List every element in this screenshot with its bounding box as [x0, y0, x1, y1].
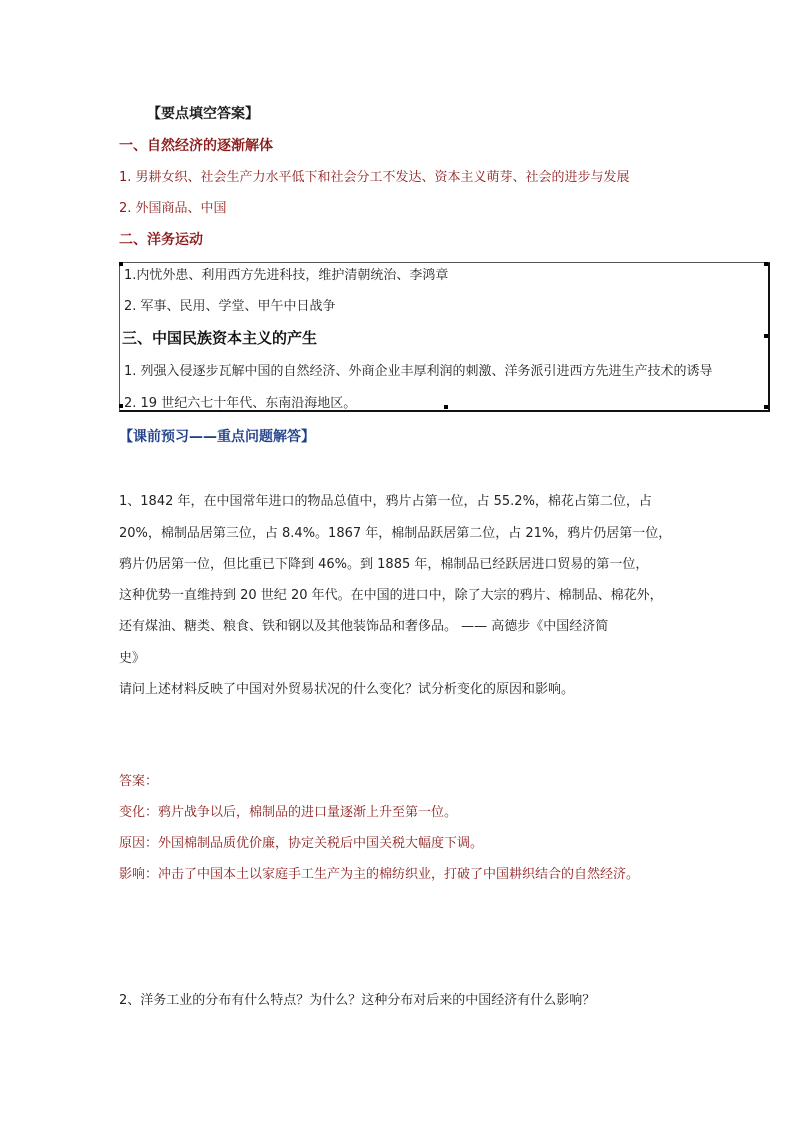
q1-line-1: 1、1842 年，在中国常年进口的物品总值中，鸦片占第一位，占 55.2%，棉花占第二位，占	[119, 494, 652, 509]
part1-item1: 1. 男耕女织、社会生产力水平低下和社会分工不发达、资本主义萌芽、社会的进步与发展	[119, 170, 630, 185]
q1-line-2: 20%，棉制品居第三位，占 8.4%。1867 年，棉制品跃居第二位，占 21%，鸦片仍居第一位，	[119, 526, 672, 541]
resize-handle-bl[interactable]	[119, 404, 123, 408]
part3-item2: 2. 19 世纪六七十年代、东南沿海地区。	[124, 396, 357, 411]
part2-item1: 1.内忧外患、利用西方先进科技，维护清朝统治、李鸿章	[124, 268, 449, 283]
resize-handle-tl[interactable]	[119, 262, 123, 266]
answer-reason: 原因：外国棉制品质优价廉，协定关税后中国关税大幅度下调。	[119, 836, 484, 851]
resize-handle-b[interactable]	[444, 405, 448, 409]
part2-item2: 2. 军事、民用、学堂、甲午中日战争	[124, 299, 336, 314]
part1-item2: 2. 外国商品、中国	[119, 201, 227, 216]
embedded-text-box	[119, 262, 770, 412]
answer-impact: 影响：冲击了中国本土以家庭手工生产为主的棉纺织业，打破了中国耕织结合的自然经济。	[119, 867, 640, 882]
preview-heading: 【课前预习——重点问题解答】	[119, 429, 315, 445]
resize-handle-r[interactable]	[764, 334, 768, 338]
answer-label: 答案：	[119, 774, 159, 789]
answer-change: 变化：鸦片战争以后，棉制品的进口量逐渐上升至第一位。	[119, 805, 458, 820]
q1-line-6: 史》	[119, 651, 146, 666]
part1-heading: 一、自然经济的逐渐解体	[119, 138, 273, 154]
part3-heading: 三、中国民族资本主义的产生	[122, 329, 318, 347]
q1-line-5: 还有煤油、糖类、粮食、铁和钢以及其他装饰品和奢侈品。 —— 高德步《中国经济简	[119, 619, 609, 634]
q1-line-3: 鸦片仍居第一位，但比重已下降到 46%。到 1885 年，棉制品已经跃居进口贸易的第一位，	[119, 557, 649, 572]
q1-line-4: 这种优势一直维持到 20 世纪 20 年代。在中国的进口中，除了大宗的鸦片、棉制品、棉花外，	[119, 588, 663, 603]
resize-handle-br[interactable]	[764, 405, 768, 409]
q2-question: 2、洋务工业的分布有什么特点？为什么？这种分布对后来的中国经济有什么影响？	[119, 993, 596, 1008]
resize-handle-tr[interactable]	[764, 262, 768, 266]
part3-item1: 1. 列强入侵逐步瓦解中国的自然经济、外商企业丰厚利润的刺激、洋务派引进西方先进生产技术的诱导	[124, 364, 713, 379]
answer-section-heading: 【要点填空答案】	[147, 106, 259, 122]
part2-heading: 二、洋务运动	[119, 232, 203, 248]
q1-question: 请问上述材料反映了中国对外贸易状况的什么变化？试分析变化的原因和影响。	[119, 682, 575, 697]
